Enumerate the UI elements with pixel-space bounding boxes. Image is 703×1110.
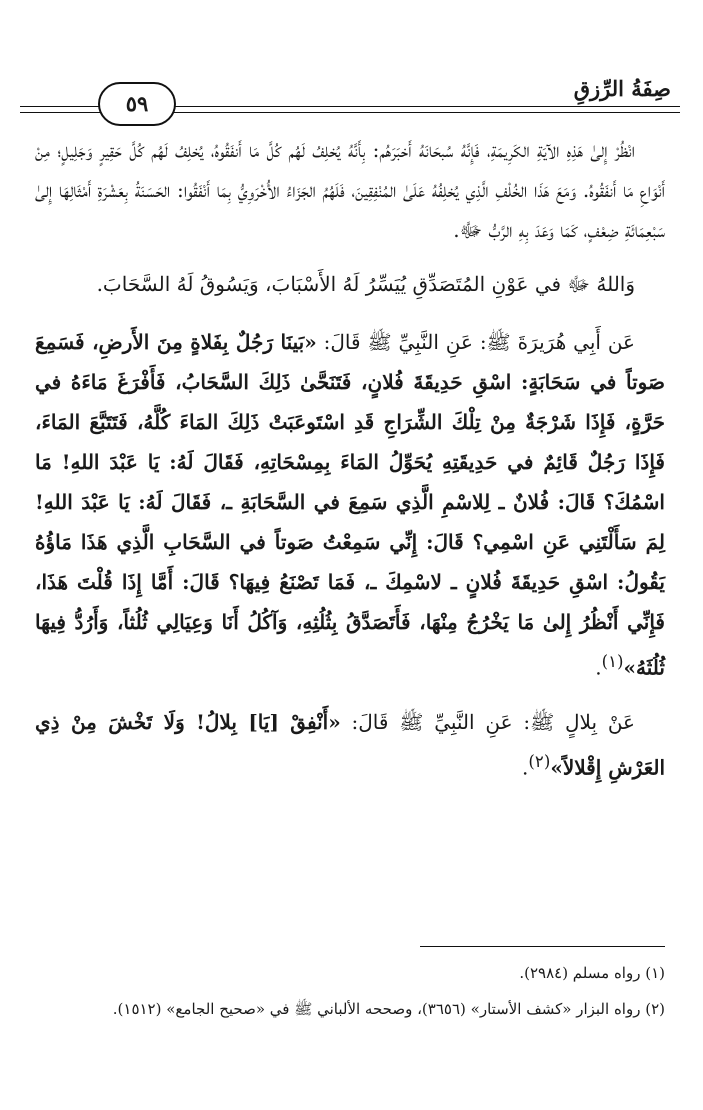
hadith-paragraph-2 [35,702,665,788]
hadith-paragraph-1 [35,322,665,688]
hadith-2-end: . [522,755,529,780]
footnote-marker-2: (٢) [528,751,551,771]
hadith-1-end: . [595,655,602,680]
hadith-1-quote: «بَينَا رَجُلٌ بِفَلاةٍ مِنَ الأَرضِ، فَسَمِعَ صَوتاً في سَحَابَةٍ: اسْقِ حَدِيقَةَ فُلانٍ، فَتَنَحَّىٰ ذَلِكَ السَّحَابُ، فَأَفْرَغَ مَاءَهُ في حَرَّةٍ، فَإِذَا شَرْجَةٌ مِنْ تِلْكَ الشِّرَاجِ قَدِ اسْتَوعَبَتْ ذَلِكَ المَاءَ كُلَّهُ، فَتَتَبَّعَ المَاءَ، فَإِذَا رَجُلٌ قَائِمٌ في حَدِيقَتِهِ يُحَوِّلُ المَاءَ بِمِسْحَاتِهِ، فَقَالَ لَهُ: يَا عَبْدَ اللهِ! مَا اسْمُكَ؟ قَالَ: فُلانٌ ـ لِلاسْمِ الَّذِي سَمِعَ في السَّحَابَةِ ـ، فَقَالَ لَهُ: يَا عَبْدَ اللهِ! لِمَ سَأَلْتَنِي عَنِ اسْمِي؟ قَالَ: إِنِّي سَمِعْتُ صَوتاً في السَّحَابِ الَّذِي هَذَا مَاؤُهُ يَقُولُ: اسْقِ حَدِيقَةَ فُلانٍ ـ لاسْمِكَ ـ، فَمَا تَصْنَعُ فِيهَا؟ قَالَ: أَمَّا إِذَا قُلْتَ هَذَا، فَإِنِّي أَنْظُرُ إِلىٰ مَا يَخْرُجُ مِنْهَا، فَأَتَصَدَّقُ بِثُلُثِهِ، وَآكُلُ أَنَا وَعِيَالِي ثُلُثاً، وَأَرُدُّ فِيهَا ثُلُثَهُ» [35,330,665,680]
footnote-2: (٢) رواه البزار «كشف الأستار» (٣٦٥٦)، وصححه الألباني ﷺ في «صحيح الجامع» (١٥١٢). [112,1000,665,1018]
page-number-badge: ٥٩ [98,82,176,126]
hadith-2-quote: «أَنْفِقْ [يَا] بِلالُ! وَلَا تَخْشَ مِنْ ذِي العَرْشِ إِقْلالاً» [35,709,665,780]
paragraph-2: وَاللهُ ﷻ في عَوْنِ المُتَصَدِّقِ يُيَسِّرُ لَهُ الأَسْبَابَ، وَيَسُوقُ لَهُ السَّحَابَ. [96,272,635,296]
footnote-marker-1: (١) [601,652,624,671]
paragraph-1: انْظُرْ إِلىٰ هَذِهِ الآيَةِ الكَرِيمَةِ، فَإِنَّهُ سُبحَانَهُ أَخبَرَهُم: بِأَنَّهُ يُخلِفُ لَهُم كُلَّ مَا أَنفَقُوهُ، يُخلِفُ لَهُم كُلَّ حَقِيرٍ وَجَلِيلٍ؛ مِنْ أَنْوَاعِ مَا أَنفَقُوهُ. وَمَعَ هَذَا الخُلْفِ الَّذِي يُخلِفُهُ عَلَىٰ المُنْفِقِينَ، فَلَهُمُ الجَزَاءُ الأُخْرَوِيُّ بِمَا أَنْفَقُوا: الحَسَنَةُ بِعَشْرَةِ أَمْثَالِهَا إِلىٰ سَبْعِمَائَةِ ضِعْفٍ، كَمَا وَعَدَ بِهِ الرَّبُّ ﷻ. [35,138,665,242]
running-title: صِفَةُ الرِّزقِ [573,76,671,101]
footnotes [35,958,665,1030]
footnote-1: (١) رواه مسلم (٢٩٨٤). [519,964,665,982]
footnote-separator [420,946,665,947]
hadith-2-intro: عَنْ بِلالٍ ﷺ: عَنِ النَّبِيِّ ﷺ قَالَ: [351,709,635,734]
page-body [35,130,665,787]
page-header [20,68,681,134]
hadith-1-intro: عَن أَبِي هُرَيرَةَ ﷺ: عَنِ النَّبِيِّ ﷺ قَالَ: [323,330,635,354]
